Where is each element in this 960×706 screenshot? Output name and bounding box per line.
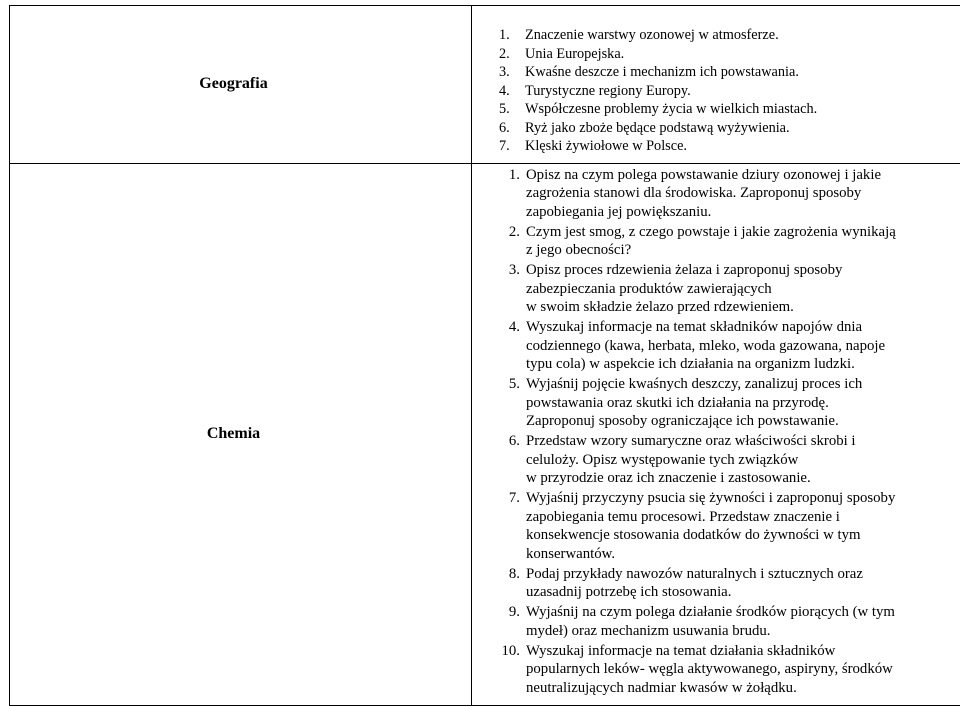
list-item <box>499 603 960 640</box>
item-text: Wyjaśnij pojęcie kwaśnych deszczy, zanalizuj proces ich powstawania oraz skutki ich działania na przyrodę. Zaproponuj sposoby ograniczające ich powstawanie. <box>523 375 960 431</box>
table-row-chemia <box>10 163 960 705</box>
list-item <box>499 432 960 488</box>
item-number: 5. <box>499 375 523 394</box>
item-number: 3. <box>499 261 523 280</box>
item-number: 6. <box>499 432 523 451</box>
item-number: 1. <box>499 26 525 45</box>
table-row-geografia <box>10 6 960 164</box>
list-item <box>499 82 960 101</box>
item-text: Wyszukaj informacje na temat składników napojów dnia codziennego (kawa, herbata, mleko, woda gazowana, napoje typu cola) w aspekcie ich działania na organizm ludzki. <box>523 318 960 374</box>
item-number: 7. <box>499 489 523 508</box>
item-text: Czym jest smog, z czego powstaje i jakie zagrożenia wynikają z jego obecności? <box>523 223 960 260</box>
item-number: 9. <box>499 603 523 622</box>
list-item <box>499 318 960 374</box>
list-item <box>499 261 960 317</box>
subject-name-geografia: Geografia <box>199 75 267 92</box>
item-number: 2. <box>499 223 523 242</box>
list-item <box>499 565 960 602</box>
list-item <box>499 119 960 138</box>
item-text: Podaj przykłady nawozów naturalnych i sztucznych oraz uzasadnij potrzebę ich stosowania. <box>523 565 960 602</box>
subject-cell <box>10 163 472 705</box>
item-text: Wyjaśnij przyczyny psucia się żywności i zaproponuj sposoby zapobiegania temu procesowi. Przedstaw znaczenie i konsekwencje stosowania dodatków do żywności w tym konserwantów. <box>523 489 960 563</box>
subject-topics-table <box>9 5 960 706</box>
item-number: 7. <box>499 137 525 156</box>
list-item <box>499 45 960 64</box>
list-item <box>499 63 960 82</box>
item-text: Unia Europejska. <box>525 45 960 64</box>
item-number: 10. <box>499 642 523 661</box>
list-item <box>499 100 960 119</box>
item-number: 8. <box>499 565 523 584</box>
item-text: Kwaśne deszcze i mechanizm ich powstawania. <box>525 63 960 82</box>
item-text: Współczesne problemy życia w wielkich miastach. <box>525 100 960 119</box>
item-text: Wyszukaj informacje na temat działania składników popularnych leków- węgla aktywowanego, aspiryny, środków neutralizujących nadmiar kwasów w żołądku. <box>523 642 960 698</box>
list-item <box>499 26 960 45</box>
item-text: Opisz proces rdzewienia żelaza i zaproponuj sposoby zabezpieczania produktów zawierających w swoim składzie żelazo przed rdzewieniem. <box>523 261 960 317</box>
item-text: Przedstaw wzory sumaryczne oraz właściwości skrobi i celuloży. Opisz występowanie tych związków w przyrodzie oraz ich znaczenie i zastosowanie. <box>523 432 960 488</box>
item-text: Ryż jako zboże będące podstawą wyżywienia. <box>525 119 960 138</box>
list-item <box>499 166 960 222</box>
item-number: 1. <box>499 166 523 185</box>
item-text: Znaczenie warstwy ozonowej w atmosferze. <box>525 26 960 45</box>
item-text: Turystyczne regiony Europy. <box>525 82 960 101</box>
item-number: 5. <box>499 100 525 119</box>
topic-list-chemia <box>472 164 960 705</box>
item-number: 3. <box>499 63 525 82</box>
list-item <box>499 137 960 156</box>
list-item <box>499 223 960 260</box>
list-item <box>499 489 960 563</box>
item-number: 4. <box>499 318 523 337</box>
item-number: 4. <box>499 82 525 101</box>
subject-cell <box>10 6 472 164</box>
list-item <box>499 375 960 431</box>
topic-list-geografia <box>472 6 960 163</box>
item-number: 6. <box>499 119 525 138</box>
topics-cell <box>472 6 960 164</box>
item-text: Klęski żywiołowe w Polsce. <box>525 137 960 156</box>
list-item <box>499 642 960 698</box>
item-text: Wyjaśnij na czym polega działanie środków piorących (w tym mydeł) oraz mechanizm usuwania brudu. <box>523 603 960 640</box>
subject-name-chemia: Chemia <box>207 425 260 442</box>
topics-cell <box>472 163 960 705</box>
item-number: 2. <box>499 45 525 64</box>
item-text: Opisz na czym polega powstawanie dziury ozonowej i jakie zagrożenia stanowi dla środowiska. Zaproponuj sposoby zapobiegania jej powiększaniu. <box>523 166 960 222</box>
